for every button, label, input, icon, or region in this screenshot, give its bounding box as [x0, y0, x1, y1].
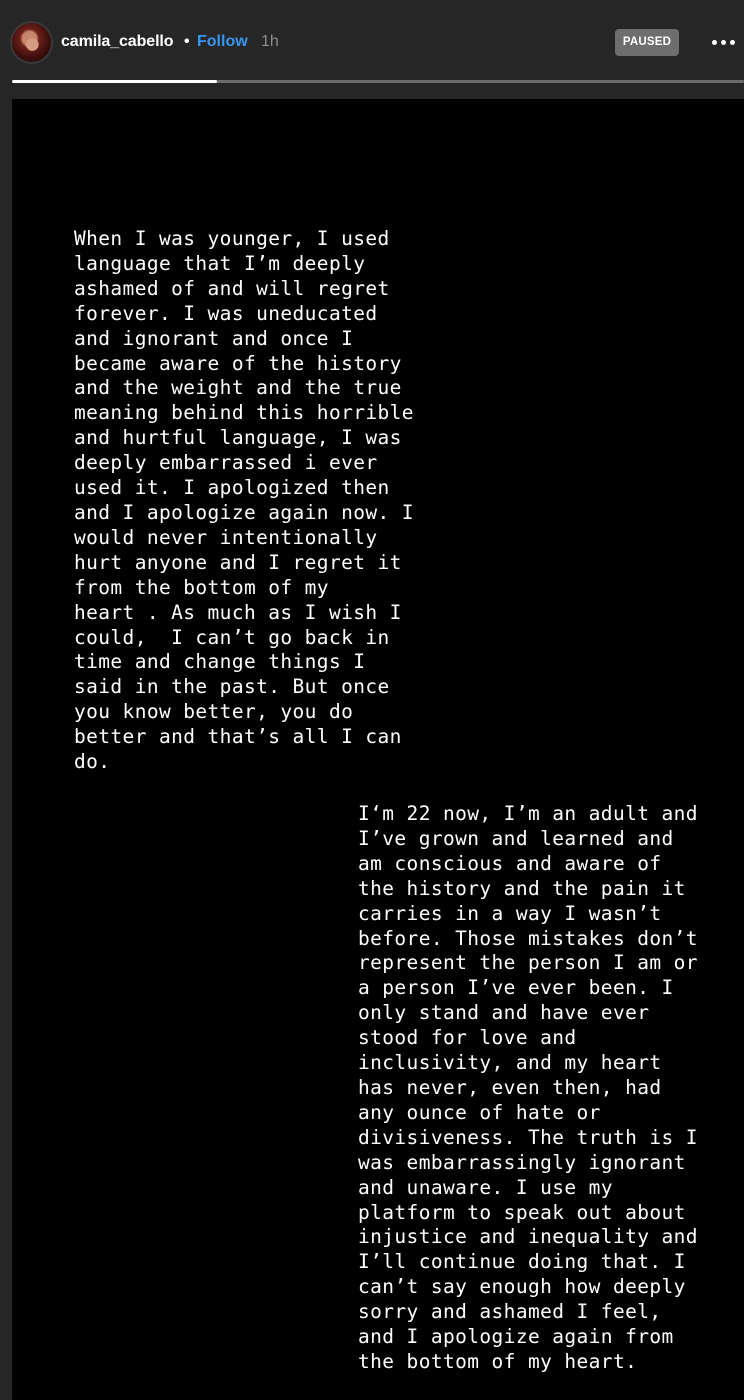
more-dot	[721, 40, 726, 45]
story-paragraph-2: I‘m 22 now, I’m an adult and I’ve grown and learned and am conscious and aware of the history and the pain it carries in a way I wasn’t before. Those mistakes don’t represent the person I am or a person I’ve ever been. I only stand and have ever stood for love and inclusivity, and my heart has never, even then, had any ounce of hate or divisiveness. The truth is I was embarrassingly ignorant and unaware. I use my platform to speak out about injustice and inequality and I’ll continue doing that. I can’t say enough how deeply sorry and ashamed I feel, and I apologize again from the bottom of my heart.	[358, 802, 698, 1373]
story-progress-fill	[12, 80, 217, 83]
follow-button[interactable]: Follow	[197, 33, 248, 50]
paused-badge: PAUSED	[615, 29, 679, 56]
more-horizontal-icon[interactable]	[706, 32, 740, 52]
post-time: 1h	[261, 33, 279, 50]
username-link[interactable]: camila_cabello	[61, 33, 174, 50]
avatar-face	[18, 28, 44, 58]
story-media[interactable]	[12, 99, 744, 1400]
story-paragraph-1: When I was younger, I used language that I’m deeply ashamed of and will regret forever. I was uneducated and ignorant and once I became aware of the history and the weight and the true meaning behind this horrible and hurtful language, I was deeply embarrassed i ever used it. I apologized then and I apologize again now. I would never intentionally hurt anyone and I regret it from the bottom of my heart . As much as I wish I could, I can’t go back in time and change things I said in the past. But once you know better, you do better and that’s all I can do.	[74, 227, 414, 774]
separator-dot: •	[184, 33, 190, 50]
more-dot	[712, 40, 717, 45]
more-dot	[730, 40, 735, 45]
avatar[interactable]	[12, 23, 51, 62]
story-header	[0, 0, 744, 82]
story-progress-bar[interactable]	[12, 80, 744, 83]
